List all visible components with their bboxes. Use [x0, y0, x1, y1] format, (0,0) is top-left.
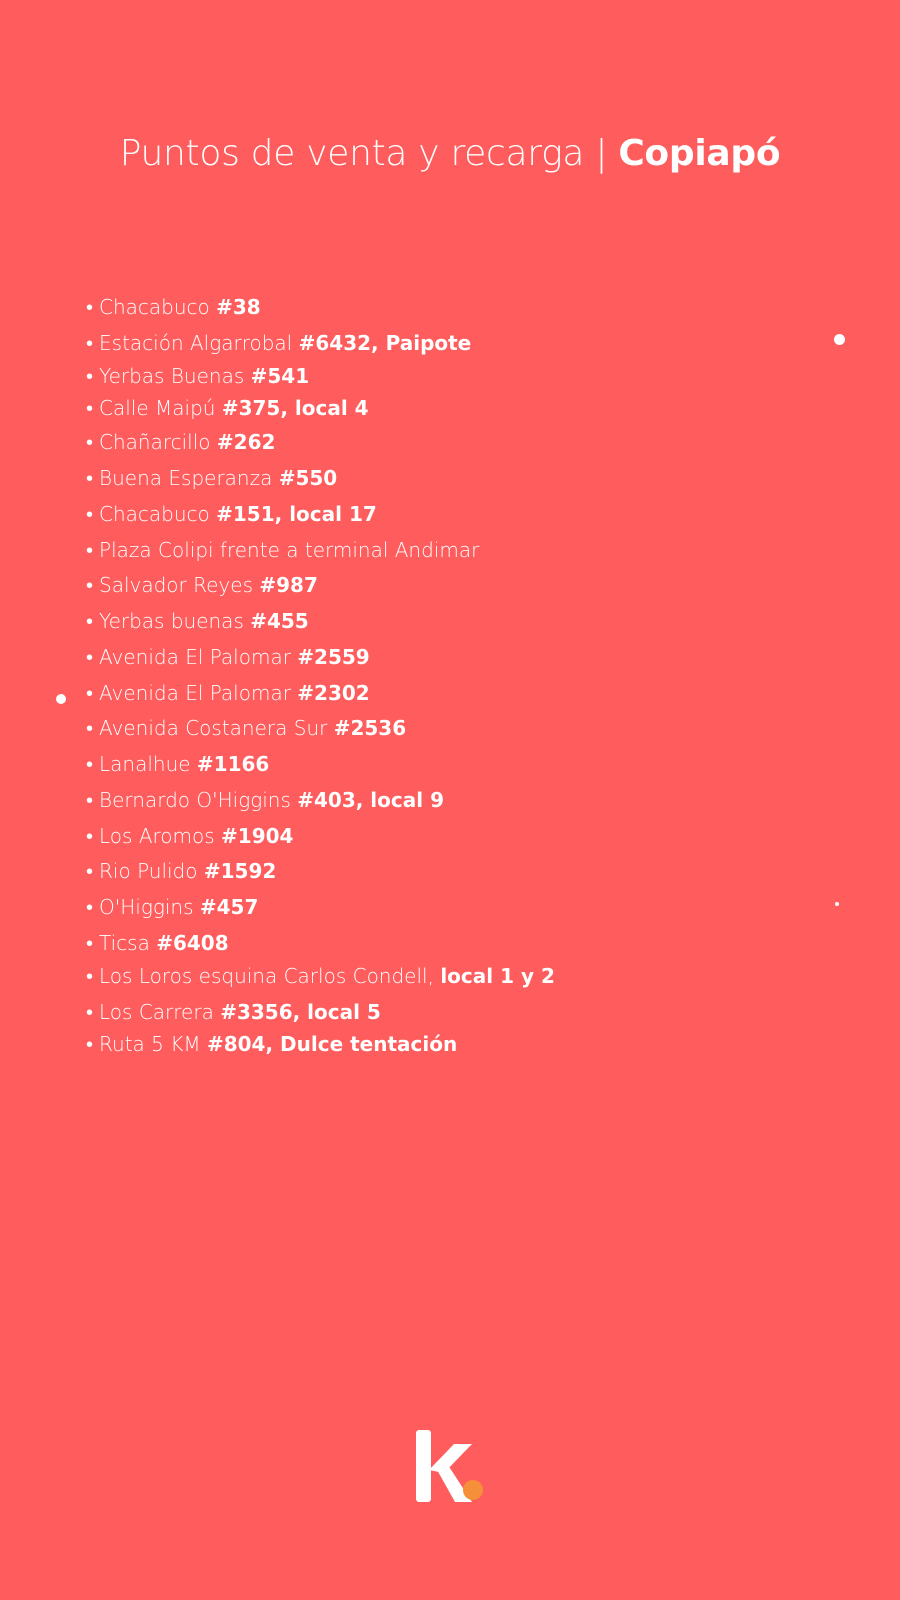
logo-dot: [463, 1480, 483, 1500]
location-detail: #151, local 17: [216, 502, 377, 526]
location-name: Avenida El Palomar: [99, 645, 298, 669]
decorative-dot: [834, 334, 845, 345]
bullet: •: [86, 1000, 94, 1024]
location-name: Estación Algarrobal: [99, 331, 299, 355]
location-name: Avenida Costanera Sur: [99, 716, 334, 740]
list-item: [86, 331, 471, 355]
bullet: •: [86, 396, 94, 420]
list-item: [86, 681, 370, 705]
location-detail: #403, local 9: [297, 788, 444, 812]
page-title: [0, 133, 900, 174]
location-name: Chacabuco: [99, 502, 217, 526]
bullet: •: [86, 681, 94, 705]
list-item: [86, 609, 309, 633]
location-detail: #457: [199, 895, 259, 919]
location-detail: #455: [250, 609, 309, 633]
location-name: Chañarcillo: [99, 430, 217, 454]
location-name: Ruta 5 KM: [99, 1032, 207, 1056]
list-item: [86, 752, 269, 776]
location-name: Yerbas buenas: [99, 609, 251, 633]
list-item: [86, 573, 318, 597]
location-detail: #2302: [297, 681, 370, 705]
location-detail: local 1 y 2: [440, 964, 555, 988]
location-name: Chacabuco: [99, 295, 217, 319]
bullet: •: [86, 364, 94, 388]
bullet: •: [86, 295, 94, 319]
bullet: •: [86, 538, 94, 562]
location-name: Los Loros esquina Carlos Condell,: [99, 964, 441, 988]
list-item: [86, 931, 229, 955]
title-city: Copiapó: [618, 133, 781, 174]
list-item: [86, 964, 555, 988]
location-name: Lanalhue: [99, 752, 197, 776]
location-detail: #2559: [297, 645, 370, 669]
list-item: [86, 502, 377, 526]
bullet: •: [86, 573, 94, 597]
bullet: •: [86, 824, 94, 848]
location-name: Avenida El Palomar: [99, 681, 298, 705]
bullet: •: [86, 752, 94, 776]
list-item: [86, 859, 276, 883]
list-item: [86, 396, 369, 420]
location-name: Plaza Colipi frente a terminal Andimar: [99, 538, 480, 562]
location-detail: #6432, Paipote: [298, 331, 472, 355]
location-name: O'Higgins: [99, 895, 200, 919]
bullet: •: [86, 1032, 94, 1056]
list-item: [86, 716, 406, 740]
bullet: •: [86, 466, 94, 490]
list-item: [86, 364, 309, 388]
bullet: •: [86, 331, 94, 355]
bullet: •: [86, 502, 94, 526]
bullet: •: [86, 964, 94, 988]
location-detail: #3356, local 5: [220, 1000, 381, 1024]
list-item: [86, 645, 370, 669]
title-regular: Puntos de venta y recarga |: [119, 133, 619, 174]
bullet: •: [86, 430, 94, 454]
bullet: •: [86, 645, 94, 669]
list-item: [86, 538, 479, 562]
list-item: [86, 295, 261, 319]
location-detail: #987: [259, 573, 318, 597]
bullet: •: [86, 895, 94, 919]
k-logo-icon: [414, 1426, 486, 1506]
bullet: •: [86, 788, 94, 812]
list-item: [86, 788, 444, 812]
list-item: [86, 466, 337, 490]
list-item: [86, 895, 258, 919]
location-name: Los Aromos: [99, 824, 222, 848]
location-detail: #1592: [203, 859, 277, 883]
location-detail: #375, local 4: [221, 396, 369, 420]
location-detail: #38: [216, 295, 261, 319]
location-detail: #1166: [196, 752, 270, 776]
location-name: Rio Pulido: [99, 859, 204, 883]
location-detail: #1904: [221, 824, 294, 848]
location-name: Yerbas Buenas: [99, 364, 251, 388]
location-detail: #804, Dulce tentación: [206, 1032, 458, 1056]
location-name: Salvador Reyes: [99, 573, 260, 597]
list-item: [86, 1032, 457, 1056]
location-detail: #541: [250, 364, 310, 388]
location-detail: #550: [278, 466, 338, 490]
location-name: Ticsa: [99, 931, 157, 955]
location-detail: #6408: [156, 931, 229, 955]
list-item: [86, 430, 275, 454]
location-name: Calle Maipú: [99, 396, 222, 420]
location-name: Buena Esperanza: [99, 466, 279, 490]
bullet: •: [86, 609, 94, 633]
bullet: •: [86, 931, 94, 955]
bullet: •: [86, 716, 94, 740]
decorative-dot: [835, 902, 839, 906]
location-name: Los Carrera: [99, 1000, 221, 1024]
location-detail: #2536: [333, 716, 407, 740]
list-item: [86, 824, 293, 848]
location-detail: #262: [216, 430, 276, 454]
bullet: •: [86, 859, 94, 883]
location-name: Bernardo O'Higgins: [99, 788, 298, 812]
list-item: [86, 1000, 381, 1024]
decorative-dot: [56, 694, 66, 704]
